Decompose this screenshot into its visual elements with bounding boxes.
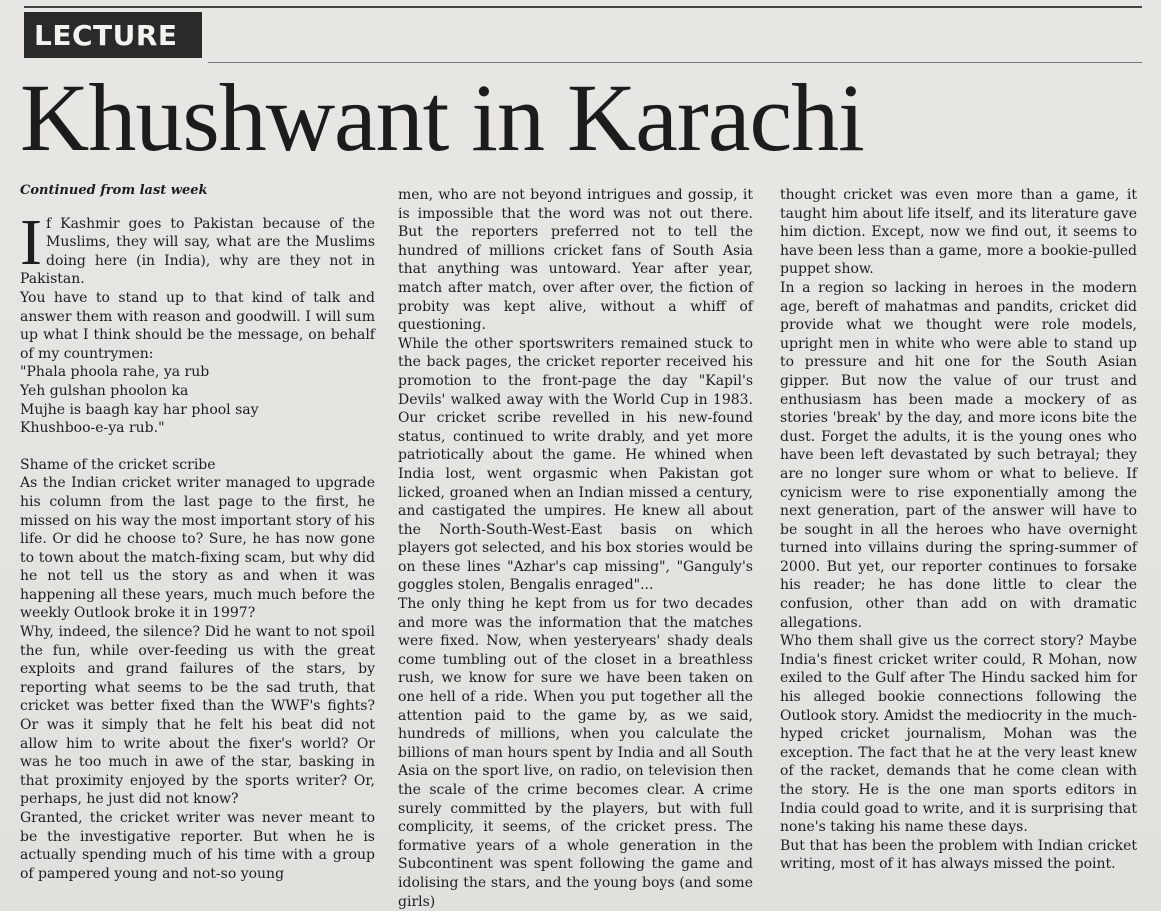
- paragraph: Why, indeed, the silence? Did he want to not spoil the fun, while over-feeding us with the great exploits and grand failures of the stars, by reporting what seems to be the sad truth, that cricket was better fixed than the WWF's fights? Or was it simply that he felt his beat did not allow him to write about the fixer's world? Or was he too much in awe of the star, basking in that proximity enjoyed by the sports writer? Or, perhaps, he just did not know?: [20, 624, 375, 808]
- headline: Khushwant in Karachi: [20, 64, 864, 171]
- article-column-2: [398, 186, 753, 911]
- paragraph: As the Indian cricket writer managed to upgrade his column from the last page to the first, he missed on his way the most important story of his life. Or did he choose to? Sure, he has now gone to town about the match-fixing scam, but why did he not tell us the story as and when it was happening all these years, much much before the weekly Outlook broke it in 1997?: [20, 475, 375, 622]
- paragraph: Who them shall give us the correct story? Maybe India's finest cricket writer could, R Mohan, now exiled to the Gulf after The Hindu sacked him for his alleged bookie connections following the Outlook story. Amidst the mediocrity in the much-hyped cricket journalism, Mohan was the exception. The fact that he at the very least knew of the racket, demands that he come clean with the story. He is the one man sports editors in India could goad to write, and it is surprising that none's taking his name these days.: [780, 633, 1137, 836]
- paragraph: But that has been the problem with Indian cricket writing, most of it has always missed the point.: [780, 837, 1137, 873]
- subheading: Shame of the cricket scribe: [20, 456, 216, 473]
- verse-line: Khushboo-e-ya rub.": [20, 420, 165, 437]
- paragraph: The only thing he kept from us for two decades and more was the information that the matches were fixed. Now, when yesteryears' shady deals come tumbling out of the closet in a breathless rush, we know for sure we have been taken on one hell of a ride. When you put together all the attention paid to the game by, as we said, hundreds of millions, when you calculate the billions of man hours spent by India and all South Asia on the sport live, on radio, on television then the scale of the crime becomes clear. A crime surely committed by the players, but with full complicity, it seems, of the cricket press. The formative years of a whole generation in the Subcontinent was spent following the game and idolising the stars, and the young boys (and some girls): [398, 596, 753, 910]
- verse-line: Yeh gulshan phoolon ka: [20, 382, 189, 399]
- paragraph: In a region so lacking in heroes in the modern age, bereft of mahatmas and pandits, cricket did provide what we thought were role models, upright men in white who were able to stand up to pressure and hit one for the South Asian gipper. But now the value of our trust and enthusiasm has been made a mockery of as stories 'break' by the day, and more icons bite the dust. Forget the adults, it is the young ones who have been left devastated by such betrayal; they are no longer sure whom or what to believe. If cynicism were to rise exponentially among the next generation, part of the answer will have to be sought in all the heroes who have overnight turned into villains during the spring-summer of 2000. But yet, our reporter continues to forsake his reader; he has done little to clear the confusion, other than add on with dramatic allegations.: [780, 279, 1137, 631]
- top-rule: [24, 6, 1142, 8]
- paragraph: While the other sportswriters remained stuck to the back pages, the cricket reporter received his promotion to the front-page the day "Kapil's Devils' walked away with the World Cup in 1983. Our cricket scribe revelled in his new-found status, continued to write drably, and yet more patriotically about the game. He whined when India lost, went orgasmic when Pakistan got licked, groaned when an Indian missed a century, and castigated the umpires. He knew all about the North-South-West-East basis on which players got selected, and his box stories would be on these lines "Azhar's cap missing", "Ganguly's goggles stolen, Bengalis enraged"...: [398, 335, 753, 594]
- continued-note: Continued from last week: [20, 183, 208, 198]
- verse-line: "Phala phoola rahe, ya rub: [20, 364, 210, 381]
- verse-quote: [20, 363, 375, 437]
- paragraph: You have to stand up to that kind of talk and answer them with reason and goodwill. I will sum up what I think should be the message, on behalf of my countrymen:: [20, 289, 375, 362]
- article-column-3: [780, 186, 1137, 874]
- paragraph: [20, 205, 375, 289]
- paragraph: men, who are not beyond intrigues and gossip, it is impossible that the word was not out there. But the reporters preferred not to tell the hundred of millions cricket fans of South Asia that anything was untoward. Year after year, match after match, over after over, the fiction of probity was kept alive, without a whiff of questioning.: [398, 187, 753, 334]
- drop-cap: I: [20, 205, 42, 279]
- verse-line: Mujhe is baagh kay har phool say: [20, 401, 259, 418]
- article-column-1: [20, 182, 375, 883]
- paragraph: thought cricket was even more than a game, it taught him about life itself, and its literature gave him diction. Except, now we find out, it seems to have been less than a game, more a bookie-pulled puppet show.: [780, 187, 1137, 278]
- paragraph-text: f Kashmir goes to Pakistan because of the Muslims, they will say, what are the Muslims doing here (in India), why are they not in Pakistan.: [20, 215, 375, 288]
- kicker-rule: [208, 62, 1142, 63]
- section-kicker: LECTURE: [24, 12, 202, 58]
- paragraph: Granted, the cricket writer was never meant to be the investigative reporter. But when he is actually spending much of his time with a group of pampered young and not-so young: [20, 810, 375, 882]
